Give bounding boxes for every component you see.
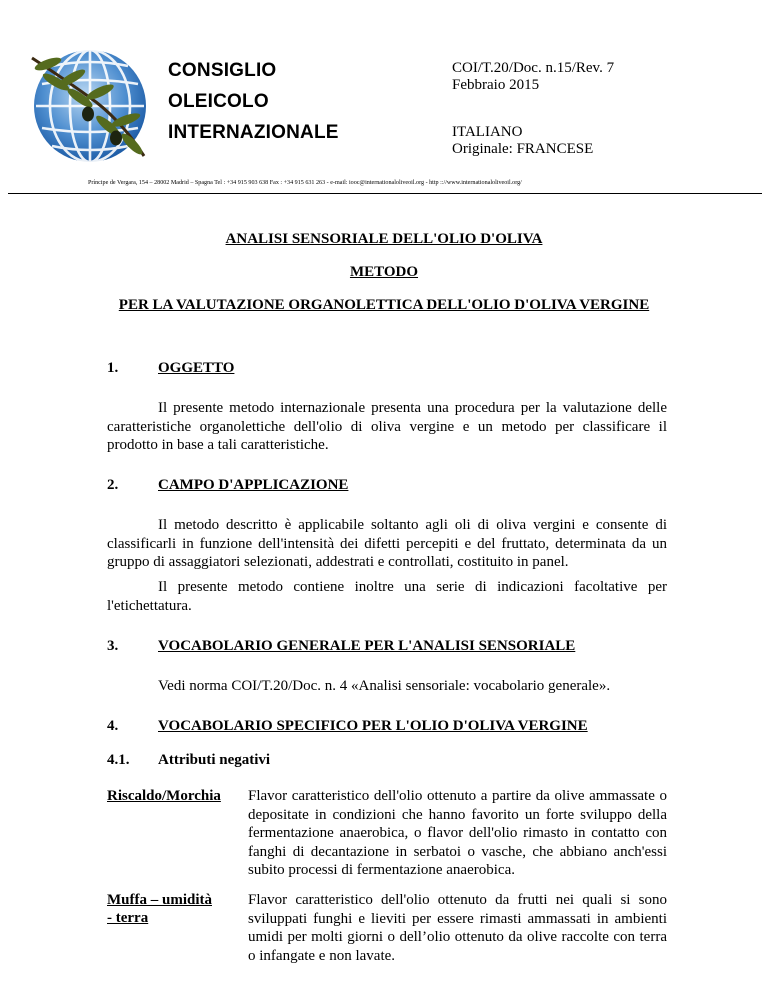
subsection-4-1-heading: Attributi negativi [158,752,271,768]
subtitle: PER LA VALUTAZIONE ORGANOLETTICA DELL'OLIO D'OLIVA VERGINE [118,297,650,313]
address-line: Príncipe de Vergara, 154 – 28002 Madrid – Spagna Tel : +34 915 903 638 Fax : +34 915 631 263 - e-mail: iooc@internationaloliveoil.org - http :://www.internationaloliveoil.org/ [88,180,522,186]
doc-reference: COI/T.20/Doc. n.15/Rev. 7 [452,60,615,76]
definition-muffa-umidita: Flavor caratteristico dell'olio ottenuto da frutti nei quali si sono sviluppati funghi e lieviti per essere rimasti ammassati in ambienti umidi per molti giorni o dell’olio ottenuto da olive raccolte con terra o infangate e non lavate. [248,892,667,964]
section-1-paragraph: Il presente metodo internazionale presenta una procedura per la valutazione delle caratteristiche organolettiche dell'olio di oliva vergine e un metodo per classificare il prodotto in base a tali caratteristiche. [107,400,667,453]
org-name-line2: OLEICOLO [168,91,269,112]
org-name-line3: INTERNAZIONALE [168,122,339,143]
section-3-heading: VOCABOLARIO GENERALE PER L'ANALISI SENSORIALE [158,638,576,654]
section-2-paragraph-2: Il presente metodo contiene inoltre una serie di indicazioni facoltative per l'etichettatura. [107,579,667,614]
section-4-number: 4. [107,718,119,734]
doc-original-language: Originale: FRANCESE [452,141,594,157]
method-title: METODO [349,264,419,280]
section-3-number: 3. [107,638,119,654]
section-3-paragraph: Vedi norma COI/T.20/Doc. n. 4 «Analisi sensoriale: vocabolario generale». [158,678,611,694]
section-1-number: 1. [107,360,119,376]
section-1-heading: OGGETTO [158,360,235,376]
term-riscaldo-morchia: Riscaldo/Morchia [107,788,221,804]
definition-riscaldo-morchia: Flavor caratteristico dell'olio ottenuto a partire da olive ammassate o depositate in condizioni che hanno favorito un forte sviluppo della fermentazione anaerobica, o flavor dell'olio rimasto in contatto con fanghi di decantazione in serbatoi o vasche, che abbiano anch'essi subito processi di fermentazione anaerobica. [248,788,667,878]
doc-date: Febbraio 2015 [452,77,540,93]
term-muffa-umidita-line1: Muffa – umidità [107,892,212,908]
term-muffa-umidita-line2: - terra [107,910,149,926]
doc-language: ITALIANO [452,124,523,140]
header-rule [8,193,762,194]
section-4-heading: VOCABOLARIO SPECIFICO PER L'OLIO D'OLIVA VERGINE [158,718,588,734]
section-2-heading: CAMPO D'APPLICAZIONE [158,477,349,493]
section-2-number: 2. [107,477,119,493]
org-name-line1: CONSIGLIO [168,60,277,81]
section-2-paragraph-1: Il metodo descritto è applicabile soltanto agli oli di oliva vergini e consente di classificarli in funzione dell'intensità dei difetti percepiti e del fruttato, determinata da un gruppo di assaggiatori selezionati, addestrati e controllati, costituito in panel. [107,517,667,570]
coi-logo [26,40,156,170]
main-title: ANALISI SENSORIALE DELL'OLIO D'OLIVA [225,231,543,247]
subsection-4-1-number: 4.1. [107,752,130,768]
